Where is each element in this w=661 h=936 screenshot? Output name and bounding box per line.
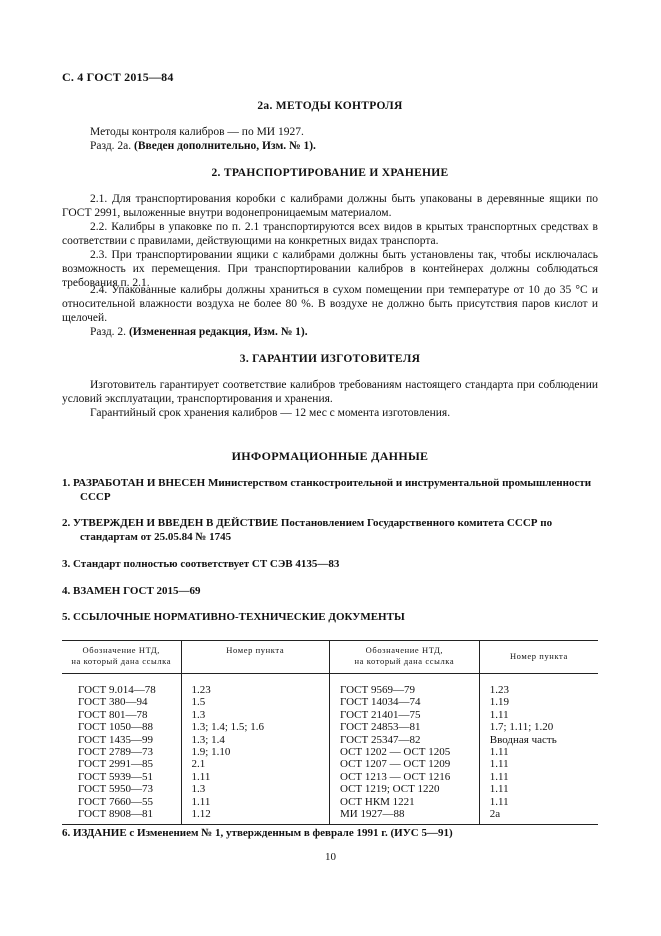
clause-number: 1.3; 1.4 [181,734,329,746]
ntd-designation: ОСТ 1213 — ОСТ 1216 [329,771,479,783]
ntd-designation: МИ 1927—88 [329,808,479,825]
table-row [62,709,598,721]
clause-number: 2а [479,808,598,825]
note-prefix: Разд. 2. [90,326,129,338]
table-row [62,696,598,708]
clause-number: 1.11 [479,796,598,808]
ntd-designation: ОСТ 1207 — ОСТ 1209 [329,758,479,770]
ntd-designation: ГОСТ 24853—81 [329,721,479,733]
clause-number: 1.11 [181,771,329,783]
clause-number: 1.11 [479,771,598,783]
page-number: 10 [325,851,336,863]
ntd-designation: ГОСТ 9.014—78 [78,684,156,696]
table-body [62,674,598,825]
ntd-designation: ГОСТ 25347—82 [329,734,479,746]
ntd-designation: ГОСТ 21401—75 [329,709,479,721]
note-bold: (Измененная редакция, Изм. № 1). [128,326,308,338]
paragraph-2-3: 2.3. При транспортировании ящики с калибрами должны быть установлены так, чтобы исключалась возможность их перемещения. При транспортировании калибров в контейнерах должны соблюдаться требования п. 2.1. [62,249,598,289]
info-item-3: 3. Стандарт полностью соответствует СТ СЭВ 4135—83 [62,558,340,570]
clause-number: 1.3; 1.4; 1.5; 1.6 [181,721,329,733]
ntd-designation: ГОСТ 7660—55 [78,795,153,808]
clause-number: 1.3 [181,709,329,721]
section-2a-text: Методы контроля калибров — по МИ 1927. [90,126,304,138]
table-row [62,796,598,808]
ntd-designation: ОСТ 1219; ОСТ 1220 [329,783,479,795]
table-row [62,783,598,795]
ntd-designation: ГОСТ 5939—51 [78,770,153,783]
clause-number: 1.11 [479,783,598,795]
clause-number: 1.11 [479,709,598,721]
info-item-6: 6. ИЗДАНИЕ с Изменением № 1, утвержденным в феврале 1991 г. (ИУС 5—91) [62,827,453,839]
clause-number: 2.1 [181,758,329,770]
table-row [62,734,598,746]
clause-number: 1.23 [181,674,329,697]
ntd-designation: ГОСТ 9569—79 [329,674,479,697]
clause-number: 1.12 [181,808,329,825]
table-row [62,721,598,733]
clause-number: 1.19 [479,696,598,708]
paragraph-3-1: Изготовитель гарантирует соответствие калибров требованиям настоящего стандарта при соблюдении условий эксплуатации, транспортирования и хранения. [62,379,598,405]
ntd-designation: ГОСТ 8908—81 [62,808,181,825]
paragraph-2-4: 2.4. Упакованные калибры должны храниться в сухом помещении при температуре от 10 до 35 °С и относительной влажности воздуха не более 80 %. В воздухе не должно быть присутствия паров кислот и щелочей. [62,284,598,324]
clause-number: 1.9; 1.10 [181,746,329,758]
ntd-designation: ГОСТ 801—78 [78,708,148,721]
info-item-1: 1. РАЗРАБОТАН И ВНЕСЕН Министерством станкостроительной и инструментальной промышленности СССР [62,477,592,503]
paragraph-2-2: 2.2. Калибры в упаковке по п. 2.1 транспортируются всех видов в крытых транспортных средствах в соответствии с правилами, действующими на конкретных видах транспорта. [62,221,598,247]
note-bold: (Введен дополнительно, Изм. № 1). [134,140,316,152]
info-item-2: 2. УТВЕРЖДЕН И ВВЕДЕН В ДЕЙСТВИЕ Постановлением Государственного комитета СССР по стандартам от 25.05.84 № 1745 [62,517,553,543]
header-text: Номер пункта [509,650,568,661]
clause-number: 1.11 [181,796,329,808]
header-text: Обозначение НТД, на который дана ссылка [71,645,172,666]
ntd-designation: ОСТ 1202 — ОСТ 1205 [329,746,479,758]
paragraph-3-2: Гарантийный срок хранения калибров — 12 мес с момента изготовления. [90,407,451,419]
clause-number: Вводная часть [479,734,598,746]
header-text: Обозначение НТД, на который дана ссылка [354,645,455,666]
ntd-designation: ОСТ НКМ 1221 [329,796,479,808]
ntd-designation: ГОСТ 5950—73 [78,783,153,796]
clause-number: 1.11 [479,746,598,758]
info-title: ИНФОРМАЦИОННЫЕ ДАННЫЕ [231,449,429,463]
table-header-row [62,641,598,674]
page-header: С. 4 ГОСТ 2015—84 [62,70,174,84]
table-header-cell [479,641,598,674]
section-2-note [62,325,598,339]
table-header-cell [62,641,181,674]
table-row [62,674,598,697]
ntd-designation: ГОСТ 2991—85 [78,758,153,771]
table-row [62,771,598,783]
section-2a-note [62,139,598,153]
ntd-designation: ГОСТ 1435—99 [78,733,153,746]
table-header-cell [181,641,329,674]
section-2a-title: 2а. МЕТОДЫ КОНТРОЛЯ [257,100,403,112]
info-item-5: 5. ССЫЛОЧНЫЕ НОРМАТИВНО-ТЕХНИЧЕСКИЕ ДОКУМЕНТЫ [62,611,405,623]
info-item-4: 4. ВЗАМЕН ГОСТ 2015—69 [62,585,201,597]
table-row [62,758,598,770]
header-text: Номер пункта [226,645,285,655]
ntd-designation: ГОСТ 1050—88 [78,721,153,734]
clause-number: 1.5 [181,696,329,708]
paragraph-2-1: 2.1. Для транспортирования коробки с калибрами должны быть упакованы в деревянные ящики по ГОСТ 2991, выложенные внутри водонепроницаемым материалом. [62,193,598,219]
note-prefix: Разд. 2а. [90,140,135,152]
reference-documents-table [62,640,598,825]
table-row [62,746,598,758]
table-header-cell [329,641,479,674]
clause-number: 1.3 [181,783,329,795]
ntd-designation: ГОСТ 14034—74 [329,696,479,708]
ntd-designation: ГОСТ 380—94 [78,696,148,709]
clause-number: 1.11 [479,758,598,770]
table-row [62,808,598,825]
section-3-title: 3. ГАРАНТИИ ИЗГОТОВИТЕЛЯ [239,353,421,365]
clause-number: 1.7; 1.11; 1.20 [479,721,598,733]
section-2-title: 2. ТРАНСПОРТИРОВАНИЕ И ХРАНЕНИЕ [211,167,449,179]
clause-number: 1.23 [479,674,598,697]
ntd-designation: ГОСТ 2789—73 [78,746,153,759]
